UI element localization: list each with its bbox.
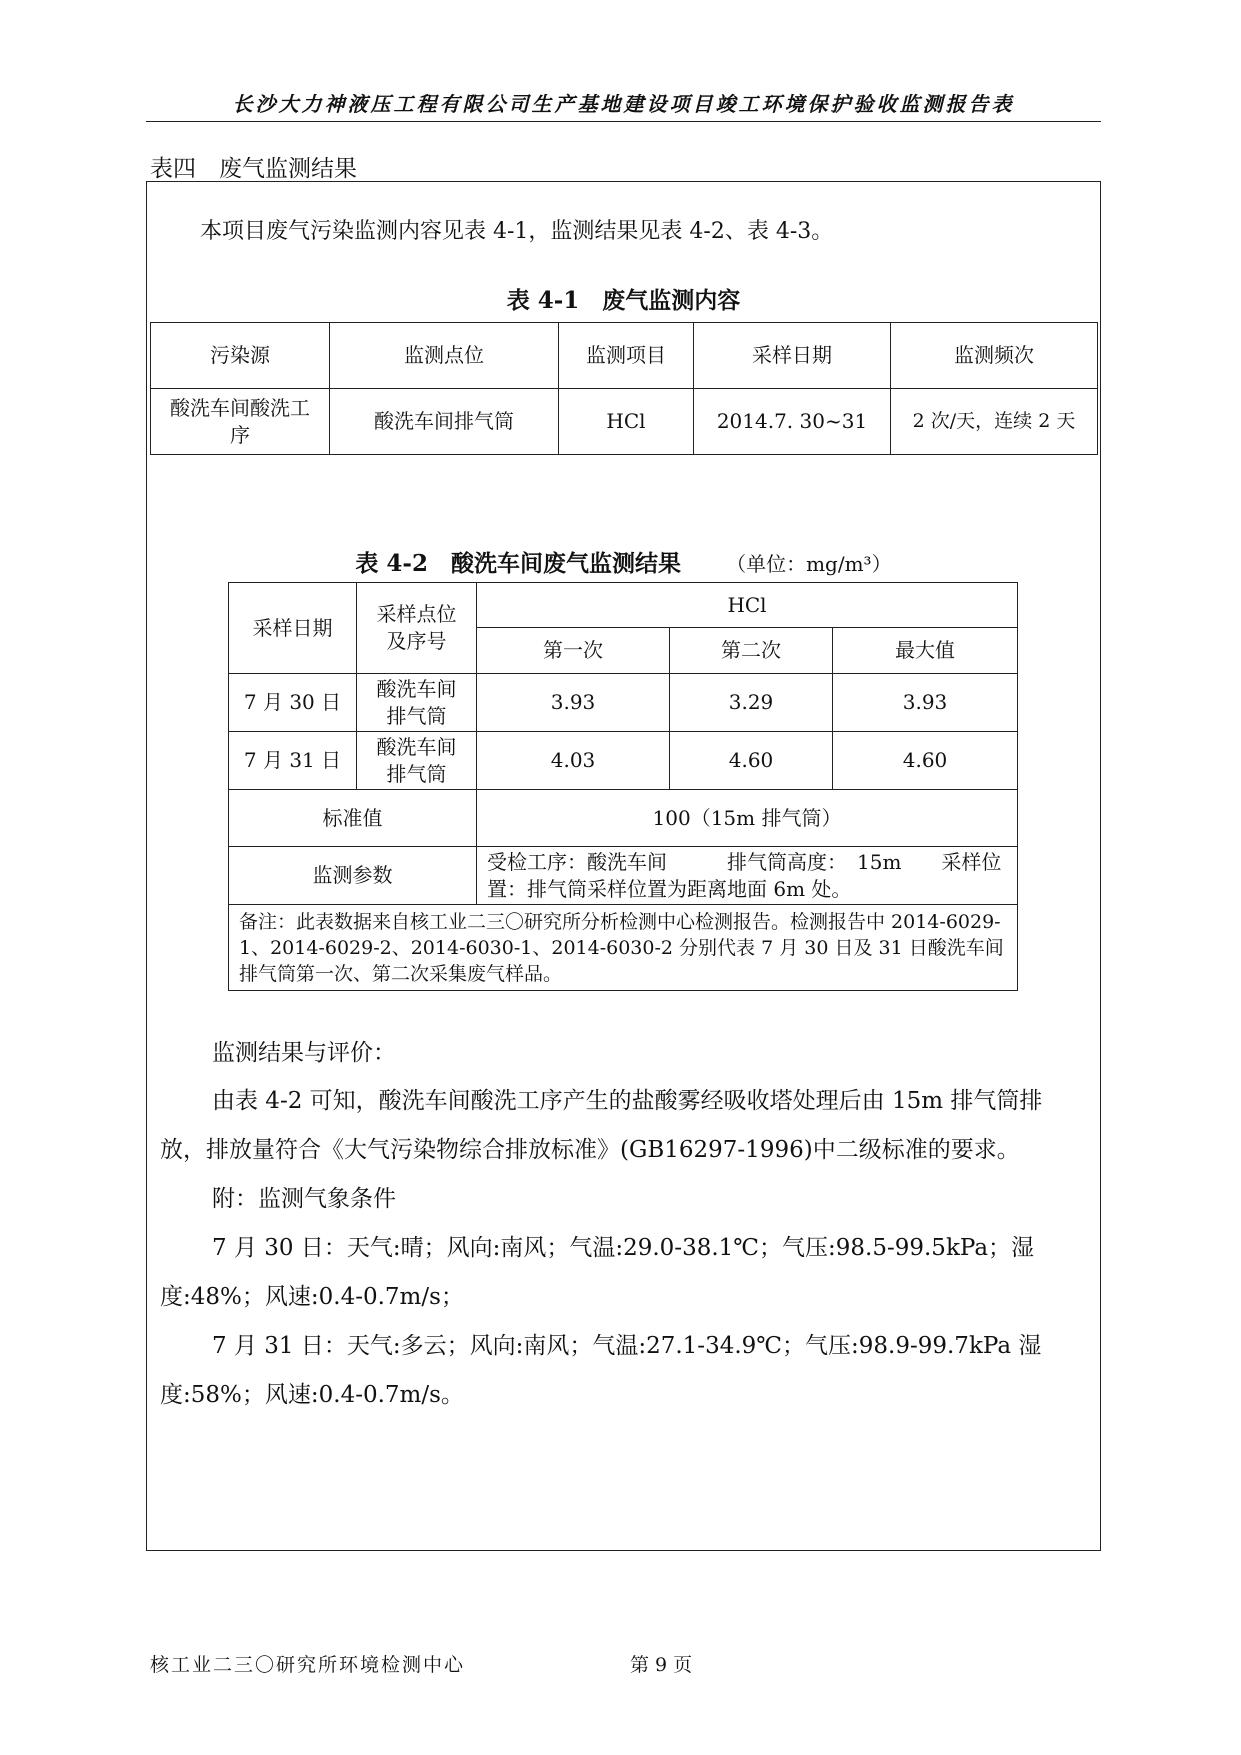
table2-value-cell: 3.93 [477,674,670,732]
table1-header-cell: 采样日期 [694,323,891,389]
table2-value-cell: 4.60 [833,732,1018,790]
table2-caption-line [146,545,1101,578]
table2-params-row [229,847,1018,905]
weather-line: 度:48%；风速:0.4-0.7m/s； [160,1284,464,1310]
table-row [229,732,1018,790]
table1-cell: 酸洗车间酸洗工序 [151,389,330,455]
table2-header-point: 采样点位及序号 [357,583,477,674]
table2-value-cell: 4.60 [670,732,833,790]
table1-header-cell: 污染源 [151,323,330,389]
table2-date-cell: 7 月 31 日 [229,732,357,790]
table2-caption: 表 4-2 酸洗车间废气监测结果 [355,550,681,577]
intro-text: 本项目废气污染监测内容见表 4-1，监测结果见表 4-2、表 4-3。 [200,219,834,244]
appendix-heading: 附：监测气象条件 [212,1186,396,1212]
table2-value-cell: 3.29 [670,674,833,732]
table2-value-cell: 3.93 [833,674,1018,732]
table2-value-cell: 4.03 [477,732,670,790]
table2-date-cell: 7 月 30 日 [229,674,357,732]
weather-line: 度:58%；风速:0.4-0.7m/s。 [160,1382,464,1408]
table1-header-cell: 监测项目 [559,323,694,389]
evaluation-heading: 监测结果与评价： [212,1040,396,1066]
table-row [151,389,1098,455]
header-divider [146,121,1101,122]
table2-params-value: 受检工序：酸洗车间 排气筒高度： 15m 采样位置：排气筒采样位置为距离地面 6m 处。 [477,847,1018,905]
report-header: 长沙大力神液压工程有限公司生产基地建设项目竣工环境保护验收监测报告表 [232,92,1015,116]
table1-cell: 酸洗车间排气筒 [330,389,559,455]
table2-unit: （单位：mg/m³） [726,552,892,576]
table2-standard-label: 标准值 [229,790,477,847]
table1-cell: 2 次/天，连续 2 天 [891,389,1098,455]
table2-note: 备注：此表数据来自核工业二三〇研究所分析检测中心检测报告。检测报告中 2014-6029-1、2014-6029-2、2014-6030-1、2014-6030-2 分别代表 7 月 30 日及 31 日酸洗车间排气筒第一次、第二次采集废气样品。 [229,905,1018,991]
table2-header-row [229,583,1018,628]
table2-header-hcl: HCl [477,583,1018,628]
table1-cell: 2014.7. 30~31 [694,389,891,455]
page-number: 第 9 页 [630,1654,693,1676]
table2-subheader-cell: 最大值 [833,628,1018,674]
table1-cell: HCl [559,389,694,455]
table2-subheader-cell: 第一次 [477,628,670,674]
table2-header-date: 采样日期 [229,583,357,674]
table1-caption: 表 4-1 废气监测内容 [506,287,741,314]
weather-line: 7 月 30 日：天气:晴；风向:南风；气温:29.0-38.1℃；气压:98.5-99.5kPa；湿 [212,1235,1035,1261]
table2-standard-row [229,790,1018,847]
section-title: 表四 废气监测结果 [150,156,357,182]
table-row [229,674,1018,732]
table2-results [228,582,1018,991]
evaluation-paragraph-line: 放，排放量符合《大气污染物综合排放标准》(GB16297-1996)中二级标准的要求。 [160,1137,1020,1163]
table2-params-label: 监测参数 [229,847,477,905]
table2-point-cell: 酸洗车间排气筒 [357,674,477,732]
table2-subheader-cell: 第二次 [670,628,833,674]
table2-note-row [229,905,1018,991]
table2-point-cell: 酸洗车间排气筒 [357,732,477,790]
table1-header-row [151,323,1098,389]
footer-organization: 核工业二三〇研究所环境检测中心 [150,1654,466,1676]
evaluation-paragraph-line: 由表 4-2 可知，酸洗车间酸洗工序产生的盐酸雾经吸收塔处理后由 15m 排气筒排 [212,1088,1043,1114]
weather-line: 7 月 31 日：天气:多云；风向:南风；气温:27.1-34.9℃；气压:98.9-99.7kPa 湿 [212,1333,1042,1359]
table1-monitoring-content [150,322,1098,455]
table1-header-cell: 监测点位 [330,323,559,389]
table2-standard-value: 100（15m 排气筒） [477,790,1018,847]
table1-header-cell: 监测频次 [891,323,1098,389]
